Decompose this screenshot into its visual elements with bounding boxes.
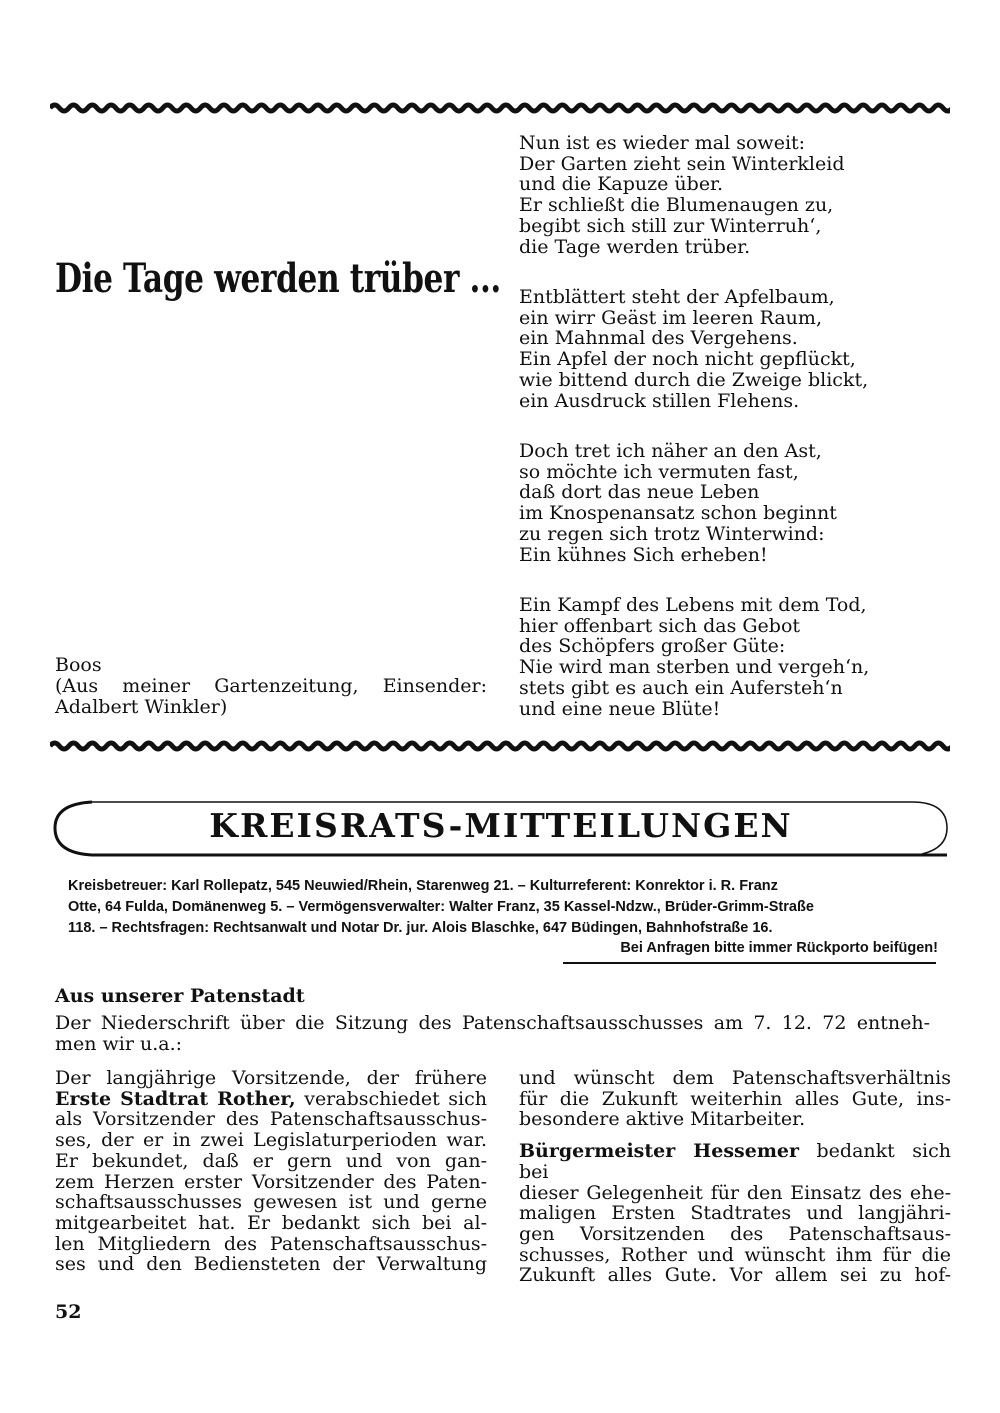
info-block (68, 876, 938, 939)
postage-note: Bei Anfragen bitte immer Rückporto beifügen! (620, 940, 938, 956)
text-line (55, 1089, 487, 1110)
text-line: als Vorsitzender des Patenschaftsausschus- (55, 1108, 487, 1131)
poem-stanza-2 (519, 287, 959, 411)
poem-line: Der Garten zieht sein Winterkleid (519, 152, 845, 175)
poem-line: und eine neue Blüte! (519, 697, 721, 720)
poem-line: und die Kapuze über. (519, 173, 724, 196)
article-lead (55, 1013, 930, 1055)
poem-attribution (55, 655, 487, 718)
name-bold: Erste Stadtrat Rother, (55, 1087, 296, 1110)
text-line: für die Zukunft weiterhin alles Gute, ins- (519, 1087, 951, 1110)
poem-line: Ein Apfel der noch nicht gepflückt, (519, 348, 856, 371)
poem-title: Die Tage werden trüber ... (55, 255, 501, 302)
article-heading: Aus unserer Patenstadt (55, 985, 305, 1007)
poem-stanza-4 (519, 595, 959, 719)
poem-line: begibt sich still zur Winterruh‘, (519, 214, 822, 237)
text-line: dieser Gelegenheit für den Einsatz des ehe- (519, 1181, 951, 1204)
poem-line: die Tage werden trüber. (519, 235, 751, 258)
poem-author: Boos (55, 654, 102, 676)
text-line: maligen Ersten Stadtrates und langjähri- (519, 1202, 951, 1225)
poem-line: im Knospenansatz schon beginnt (519, 502, 837, 525)
text-line: und wünscht dem Patenschaftsverhältnis (519, 1067, 951, 1089)
text-line: besondere aktive Mitarbeiter. (519, 1108, 806, 1131)
text-line: schusses, Rother und wünscht ihm für die (519, 1243, 951, 1266)
poem-line: daß dort das neue Leben (519, 481, 760, 504)
poem-line: stets gibt es auch ein Aufersteh‘n (519, 676, 843, 699)
poem-line: Ein kühnes Sich erheben! (519, 543, 768, 566)
info-line: Kreisbetreuer: Karl Rollepatz, 545 Neuwied/Rhein, Starenweg 21. – Kulturreferent: Konrektor i. R. Franz (68, 878, 778, 894)
poem-line: des Schöpfers großer Güte: (519, 635, 786, 658)
text-line: Zukunft alles Gute. Vor allem sei zu hof- (519, 1264, 951, 1287)
poem-line: hier offenbart sich das Gebot (519, 614, 801, 637)
poem-line: Entblättert steht der Apfelbaum, (519, 286, 835, 308)
poem-line: wie bittend durch die Zweige blickt, (519, 368, 869, 391)
text-line: Der langjährige Vorsitzende, der frühere (55, 1067, 487, 1089)
poem-line: so möchte ich vermuten fast, (519, 460, 799, 483)
text-line: gen Vorsitzenden des Patenschaftsaus- (519, 1222, 951, 1245)
info-line: 118. – Rechtsfragen: Rechtsanwalt und Notar Dr. jur. Alois Blaschke, 647 Büdingen, Bahnhofstraße 16. (68, 920, 773, 936)
text-line: ses, der er in zwei Legislaturperioden war. (55, 1129, 487, 1152)
poem-source: (Aus meiner Gartenzeitung, Einsender: (55, 675, 487, 697)
section-title: KREISRATS-MITTEILUNGEN (209, 806, 793, 845)
poem-stanza-3 (519, 441, 959, 565)
article-left-column (55, 1068, 487, 1275)
page-number: 52 (55, 1301, 82, 1323)
text-line: ses und den Bediensteten der Verwaltung (55, 1253, 487, 1276)
poem-line: ein Ausdruck stillen Flehens. (519, 389, 800, 412)
section-banner (52, 798, 950, 860)
text-line: mitgearbeitet hat. Er bedankt sich bei al- (55, 1211, 487, 1234)
bottom-wave-divider (50, 737, 950, 755)
poem-line: Nun ist es wieder mal soweit: (519, 132, 806, 154)
text-line: Er bekundet, daß er gern und von gan- (55, 1149, 487, 1172)
text-line: zem Herzen erster Vorsitzender des Paten- (55, 1170, 487, 1193)
top-wave-divider (50, 99, 950, 117)
poem-line: ein Mahnmal des Vergehens. (519, 327, 798, 350)
text-line: schaftsausschusses gewesen ist und gerne (55, 1191, 487, 1214)
poem-stanza-1 (519, 133, 959, 257)
lead-line: Der Niederschrift über die Sitzung des Patenschaftsausschusses am 7. 12. 72 entneh- (55, 1012, 930, 1034)
text-line (519, 1141, 951, 1182)
poem-line: ein wirr Geäst im leeren Raum, (519, 306, 822, 329)
note-underline (563, 962, 936, 964)
name-bold: Bürgermeister Hessemer (519, 1140, 800, 1163)
lead-line: men wir u.a.: (55, 1033, 183, 1055)
text-fragment: bedankt sich bei (519, 1140, 951, 1183)
poem-line: Er schließt die Blumenaugen zu, (519, 194, 834, 217)
article-right-column (519, 1068, 951, 1286)
text-fragment: verabschiedet sich (295, 1087, 487, 1110)
text-line: len Mitgliedern des Patenschaftsausschus- (55, 1232, 487, 1255)
poem-line: Nie wird man sterben und vergeh‘n, (519, 656, 870, 679)
poem-line: Ein Kampf des Lebens mit dem Tod, (519, 594, 867, 616)
poem-line: zu regen sich trotz Winterwind: (519, 522, 825, 545)
poem-source-cont: Adalbert Winkler) (55, 696, 228, 718)
info-line: Otte, 64 Fulda, Domänenweg 5. – Vermögensverwalter: Walter Franz, 35 Kassel-Ndzw., Brüder-Grimm-Straße (68, 899, 814, 915)
poem-line: Doch tret ich näher an den Ast, (519, 440, 822, 462)
